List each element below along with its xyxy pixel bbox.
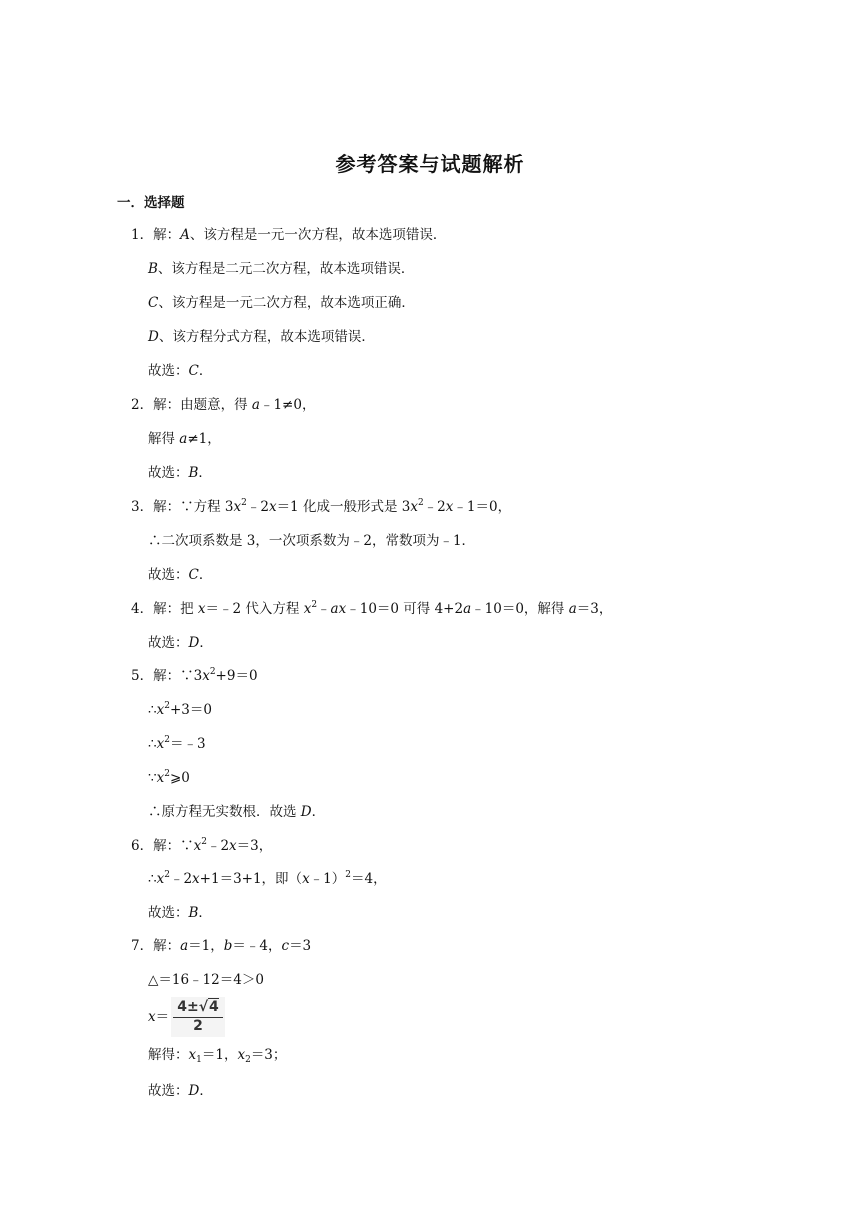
fraction-denominator: 2 xyxy=(193,1018,203,1034)
q1-line-1: 1．解：A、该方程是一元一次方程，故本选项错误． xyxy=(131,227,447,243)
q6-answer: 故选：B． xyxy=(148,905,212,921)
q4-answer: 故选：D． xyxy=(148,635,213,651)
q3-answer: 故选：C． xyxy=(148,567,213,583)
q7-line-3: x＝ xyxy=(148,1009,170,1025)
q4-line-1: 4．解：把 x＝﹣2 代入方程 $x^2﹣ax﹣10=0$ 可得 4+2a﹣10＝0，解得 a＝3， xyxy=(131,600,613,617)
q6-line-2: $\therefore x^2﹣2x+1=3+1$，即（x﹣1）$^2$＝4， xyxy=(148,870,387,887)
q5-line-1: 5．解：$\because 3x^2+9=0$ xyxy=(131,667,258,684)
q3-line-2: ∴二次项系数是 3，一次项系数为﹣2，常数项为﹣1． xyxy=(148,533,476,549)
q7-line-1: 7．解：a＝1，b＝﹣4，c＝3 xyxy=(131,938,312,954)
q1-line-3: C、该方程是一元二次方程，故本选项正确． xyxy=(148,295,415,311)
q5-line-4: $\because x^2⩾0$ xyxy=(148,769,190,786)
q5-line-3: $\therefore x^2=﹣3$ xyxy=(148,735,206,752)
q2-line-2: 解得 a≠1， xyxy=(148,431,221,447)
q1-line-2: B、该方程是二元二次方程，故本选项错误． xyxy=(148,261,415,277)
section-heading: 一．选择题 xyxy=(117,195,185,211)
q1-answer: 故选：C． xyxy=(148,363,213,379)
page-title: 参考答案与试题解析 xyxy=(335,152,525,176)
q7-line-4: 解得：$x_1=1$，$x_2=3$； xyxy=(148,1047,287,1065)
fraction-numerator: 4±√4 xyxy=(177,999,219,1015)
q2-line-1: 2．解：由题意，得 a﹣1≠0， xyxy=(131,397,316,413)
quadratic-formula-image xyxy=(171,997,225,1037)
q2-answer: 故选：B． xyxy=(148,465,212,481)
q3-line-1: 3．解：∵方程 $3x^2﹣2x=1$ 化成一般形式是 $3x^2﹣2x﹣1=0$， xyxy=(131,498,512,515)
q7-answer: 故选：D． xyxy=(148,1083,213,1099)
q6-line-1: 6．解：$\because x^2﹣2x=3$， xyxy=(131,837,273,854)
q5-line-5: ∴原方程无实数根．故选 D． xyxy=(148,804,326,820)
q7-line-2: △＝16﹣12＝4＞0 xyxy=(148,972,264,988)
q5-line-2: $\therefore x^2+3=0$ xyxy=(148,701,212,718)
q1-line-4: D、该方程分式方程，故本选项错误． xyxy=(148,329,375,345)
